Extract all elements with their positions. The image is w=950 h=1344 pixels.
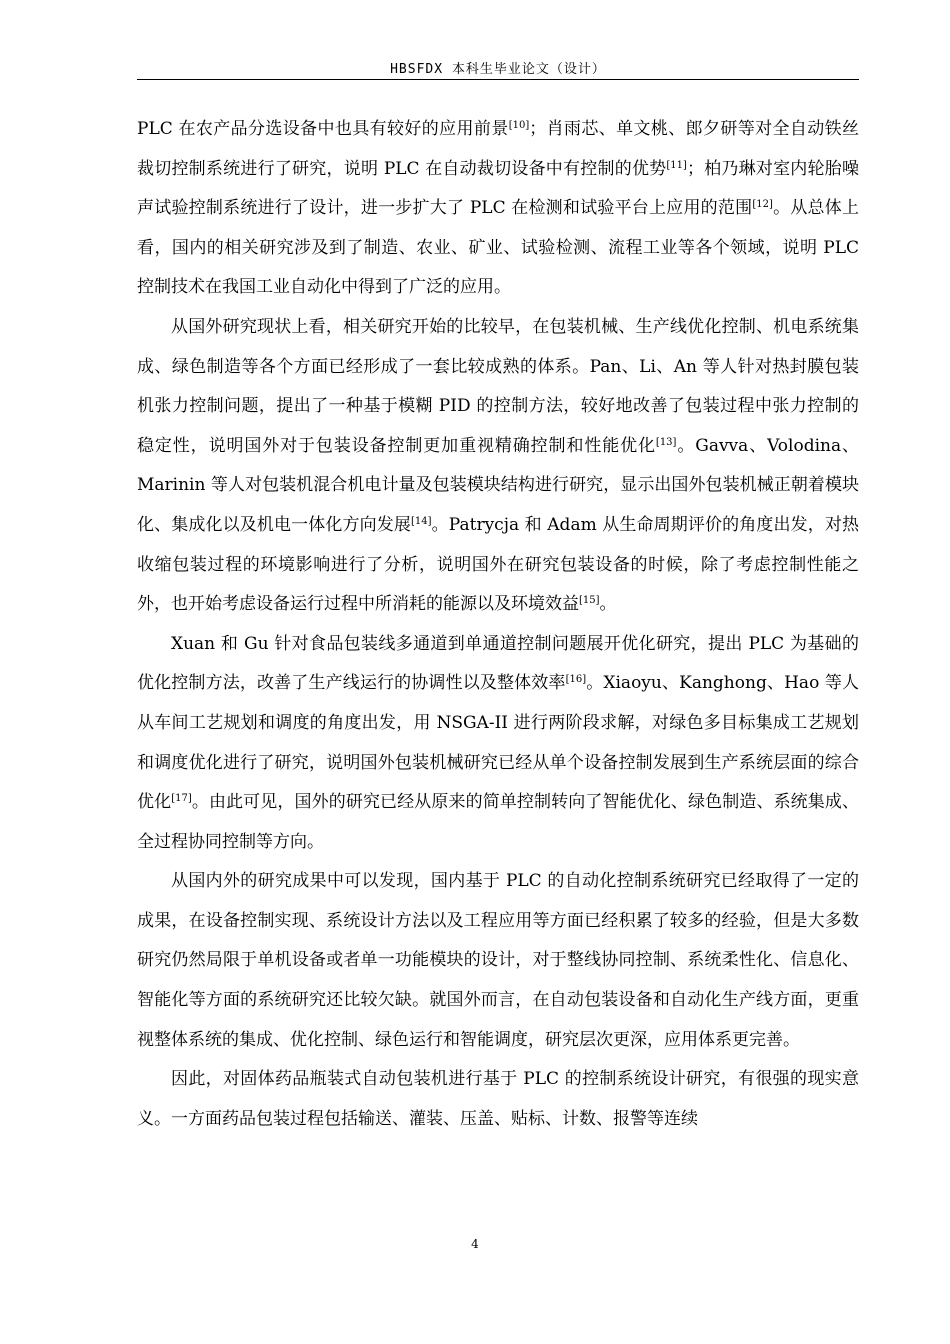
paragraph-text: 。Patrycja 和 Adam 从生命周期评价的角度出发，对热收缩包装过程的环境影响进行了分析，说明国外在研究包装设备的时候，除了考虑控制性能之外，也开始考虑设备运行过程中所消耗的能源以及环境效益 [137, 514, 859, 615]
page-number: 4 [471, 1237, 479, 1251]
paragraph-text: 从国外研究现状上看，相关研究开始的比较早，在包装机械、生产线优化控制、机电系统集成、绿色制造等各个方面已经形成了一套比较成熟的体系。Pan、Li、An 等人针对热封膜包装机张力控制问题，提出了一种基于模糊 PID 的控制方法，较好地改善了包装过程中张力控制的稳定性，说明国外对于包装设备控制更加重视精确控制和性能优化 [137, 316, 859, 456]
paragraph-1 [137, 110, 859, 308]
header-rule [137, 79, 859, 80]
citation-ref: [17] [171, 793, 192, 805]
paragraph-text: ；肖雨芯、单文桃、郎夕研等对全自动铁丝裁切控制系统进行了研究，说明 PLC 在自动裁切设备中有控制的优势 [137, 119, 860, 179]
paragraph-5 [137, 1060, 859, 1139]
paragraph-text: 。 [599, 594, 617, 615]
paragraph-text: Xuan 和 Gu 针对食品包装线多通道到单通道控制问题展开优化研究，提出 PLC 为基础的优化控制方法，改善了生产线运行的协调性以及整体效率 [137, 633, 859, 694]
body-text [137, 110, 859, 1139]
paragraph-4 [137, 862, 859, 1060]
citation-ref: [14] [411, 515, 432, 527]
citation-ref: [16] [565, 674, 587, 686]
paragraph-3 [137, 625, 859, 863]
paragraph-text: 。Gavva、Volodina、Marinin 等人对包装机混合机电计量及包装模块结构进行研究，显示出国外包装机械正朝着模块化、集成化以及机电一体化方向发展 [137, 435, 860, 535]
paragraph-text: 因此，对固体药品瓶装式自动包装机进行基于 PLC 的控制系统设计研究，有很强的现实意义。一方面药品包装过程包括输送、灌装、压盖、贴标、计数、报警等连续 [137, 1069, 859, 1129]
paragraph-text: 从国内外的研究成果中可以发现，国内基于 PLC 的自动化控制系统研究已经取得了一定的成果，在设备控制实现、系统设计方法以及工程应用等方面已经积累了较多的经验，但是大多数研究仍然局限于单机设备或者单一功能模块的设计，对于整线协同控制、系统柔性化、信息化、智能化等方面的系统研究还比较欠缺。就国外而言，在自动包装设备和自动化生产线方面，更重视整体系统的集成、优化控制、绿色运行和智能调度，研究层次更深，应用体系更完善。 [137, 871, 859, 1050]
paragraph-2 [137, 308, 859, 625]
paragraph-text: 。从总体上看，国内的相关研究涉及到了制造、农业、矿业、试验检测、流程工业等各个领域，说明 PLC 控制技术在我国工业自动化中得到了广泛的应用。 [137, 198, 860, 298]
page-header: HBSFDX 本科生毕业论文（设计） [390, 62, 606, 77]
citation-ref: [13] [655, 436, 677, 448]
paragraph-text: 。Xiaoyu、Kanghong、Hao 等人从车间工艺规划和调度的角度出发，用 NSGA-II 进行两阶段求解，对绿色多目标集成工艺规划和调度优化进行了研究，说明国外包装机械研究已经从单个设备控制发展到生产系统层面的综合优化 [137, 673, 859, 813]
citation-ref: [15] [579, 595, 600, 607]
citation-ref: [12] [752, 199, 773, 211]
paragraph-text: 。由此可见，国外的研究已经从原来的简单控制转向了智能优化、绿色制造、系统集成、全过程协同控制等方向。 [137, 792, 859, 852]
citation-ref: [11] [666, 159, 687, 171]
paragraph-text: ；柏乃琳对室内轮胎噪声试验控制系统进行了设计，进一步扩大了 PLC 在检测和试验平台上应用的范围 [137, 158, 859, 219]
paragraph-text: PLC 在农产品分选设备中也具有较好的应用前景 [137, 119, 509, 139]
citation-ref: [10] [508, 120, 530, 131]
